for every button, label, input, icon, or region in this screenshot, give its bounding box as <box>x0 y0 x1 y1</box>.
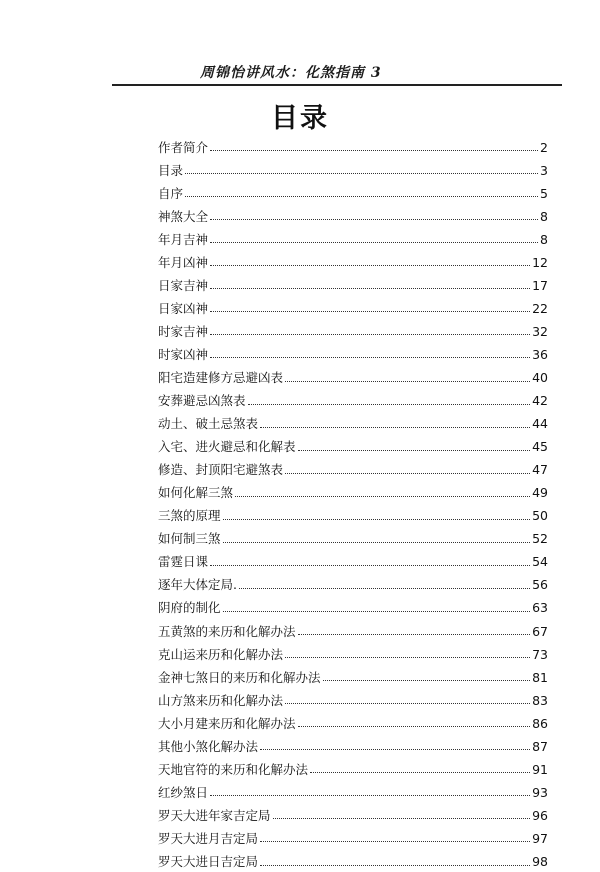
toc-leader-dots <box>260 427 530 428</box>
toc-entry-page-number: 87 <box>532 738 548 754</box>
toc-entry-page-number: 32 <box>532 323 548 339</box>
toc-entry-label: 阳宅造建修方忌避凶表 <box>158 370 284 386</box>
toc-entry[interactable] <box>158 799 548 822</box>
toc-entry-page-number: 56 <box>532 577 548 593</box>
toc-entry[interactable] <box>158 569 548 592</box>
toc-leader-dots <box>285 381 530 382</box>
toc-entry-label: 时家凶神 <box>158 346 209 362</box>
toc-entry-page-number: 73 <box>532 646 548 662</box>
toc-entry-page-number: 81 <box>532 669 548 685</box>
toc-entry-label: 作者简介 <box>158 139 209 155</box>
toc-entry-page-number: 22 <box>532 300 548 316</box>
toc-entry-page-number: 8 <box>540 208 548 224</box>
toc-entry-page-number: 96 <box>532 807 548 823</box>
toc-entry[interactable] <box>158 477 548 500</box>
toc-entry[interactable] <box>158 845 548 868</box>
toc-leader-dots <box>323 680 531 681</box>
toc-entry-page-number: 47 <box>532 462 548 478</box>
toc-entry-page-number: 67 <box>532 623 548 639</box>
toc-entry-label: 修造、封顶阳宅避煞表 <box>158 462 284 478</box>
toc-leader-dots <box>298 726 531 727</box>
toc-leader-dots <box>273 818 531 819</box>
toc-entry-page-number: 63 <box>532 600 548 616</box>
toc-leader-dots <box>223 611 531 612</box>
toc-entry-page-number: 45 <box>532 439 548 455</box>
toc-entry-page-number: 50 <box>532 508 548 524</box>
toc-leader-dots <box>210 242 538 243</box>
toc-leader-dots <box>298 450 531 451</box>
toc-entry-page-number: 42 <box>532 393 548 409</box>
toc-entry-page-number: 5 <box>540 185 548 201</box>
toc-entry-label: 逐年大体定局. <box>158 577 237 593</box>
running-header: 周锦怡讲风水：化煞指南 3 <box>200 65 382 81</box>
toc-leader-dots <box>210 150 538 151</box>
toc-leader-dots <box>285 703 530 704</box>
toc-entry-label: 大小月建来历和化解办法 <box>158 715 296 731</box>
toc-leader-dots <box>260 749 530 750</box>
toc-entry[interactable] <box>158 408 548 431</box>
toc-entry[interactable] <box>158 454 548 477</box>
toc-leader-dots <box>239 588 530 589</box>
toc-entry[interactable] <box>158 154 548 177</box>
toc-leader-dots <box>210 219 538 220</box>
toc-entry-label: 时家吉神 <box>158 323 209 339</box>
toc-entry[interactable] <box>158 361 548 384</box>
toc-entry-page-number: 97 <box>532 830 548 846</box>
toc-entry-label: 日家凶神 <box>158 300 209 316</box>
toc-title: 目录 <box>271 103 329 134</box>
toc-entry-page-number: 44 <box>532 416 548 432</box>
toc-entry-page-number: 2 <box>540 139 548 155</box>
toc-entry-page-number: 40 <box>532 370 548 386</box>
toc-leader-dots <box>185 173 538 174</box>
toc-entry[interactable] <box>158 177 548 200</box>
toc-entry-page-number: 36 <box>532 346 548 362</box>
toc-entry[interactable] <box>158 500 548 523</box>
toc-entry-label: 五黄煞的来历和化解办法 <box>158 623 296 639</box>
toc-entry-label: 罗天大进月吉定局 <box>158 830 259 846</box>
toc-entry-label: 年月凶神 <box>158 254 209 270</box>
toc-leader-dots <box>260 841 530 842</box>
toc-entry[interactable] <box>158 546 548 569</box>
toc-entry-label: 金神七煞日的来历和化解办法 <box>158 669 321 685</box>
toc-entry-page-number: 91 <box>532 761 548 777</box>
toc-entry-page-number: 93 <box>532 784 548 800</box>
toc-entry[interactable] <box>158 822 548 845</box>
toc-entry-label: 罗天大进年家吉定局 <box>158 807 271 823</box>
toc-entry-label: 如何化解三煞 <box>158 485 234 501</box>
toc-leader-dots <box>210 288 530 289</box>
toc-entry[interactable] <box>158 223 548 246</box>
toc-leader-dots <box>210 357 530 358</box>
toc-leader-dots <box>310 772 530 773</box>
toc-entry-label: 山方煞来历和化解办法 <box>158 692 284 708</box>
toc-leader-dots <box>210 565 530 566</box>
toc-entry[interactable] <box>158 730 548 753</box>
toc-leader-dots <box>260 865 530 866</box>
toc-entry-page-number: 83 <box>532 692 548 708</box>
toc-entry-label: 阴府的制化 <box>158 600 221 616</box>
toc-entry[interactable] <box>158 707 548 730</box>
toc-leader-dots <box>210 311 530 312</box>
toc-entry[interactable] <box>158 615 548 638</box>
toc-entry[interactable] <box>158 131 548 154</box>
toc-entry-label: 年月吉神 <box>158 231 209 247</box>
toc-entry[interactable] <box>158 338 548 361</box>
toc-entry[interactable] <box>158 592 548 615</box>
toc-entry-page-number: 3 <box>540 162 548 178</box>
toc-entry-label: 克山运来历和化解办法 <box>158 646 284 662</box>
toc-entry-page-number: 52 <box>532 531 548 547</box>
toc-entry-label: 动土、破土忌煞表 <box>158 416 259 432</box>
toc-list <box>158 131 548 869</box>
toc-entry[interactable] <box>158 246 548 269</box>
toc-entry-page-number: 12 <box>532 254 548 270</box>
toc-entry-label: 自序 <box>158 185 184 201</box>
toc-entry-page-number: 54 <box>532 554 548 570</box>
toc-leader-dots <box>210 334 530 335</box>
toc-leader-dots <box>223 519 531 520</box>
toc-entry-label: 罗天大进日吉定局 <box>158 854 259 869</box>
toc-entry[interactable] <box>158 269 548 292</box>
toc-entry-label: 红纱煞日 <box>158 784 209 800</box>
toc-entry-label: 如何制三煞 <box>158 531 221 547</box>
toc-leader-dots <box>298 634 531 635</box>
toc-entry[interactable] <box>158 292 548 315</box>
toc-entry-label: 安葬避忌凶煞表 <box>158 393 246 409</box>
toc-entry-page-number: 8 <box>540 231 548 247</box>
toc-entry-label: 三煞的原理 <box>158 508 221 524</box>
toc-entry[interactable] <box>158 385 548 408</box>
toc-entry-label: 入宅、进火避忌和化解表 <box>158 439 296 455</box>
toc-entry-page-number: 49 <box>532 485 548 501</box>
toc-leader-dots <box>235 496 530 497</box>
toc-entry[interactable] <box>158 661 548 684</box>
toc-entry-label: 雷霆日课 <box>158 554 209 570</box>
toc-leader-dots <box>210 795 530 796</box>
toc-leader-dots <box>248 404 531 405</box>
toc-entry[interactable] <box>158 315 548 338</box>
toc-entry-page-number: 17 <box>532 277 548 293</box>
toc-leader-dots <box>285 657 530 658</box>
toc-entry-label: 天地官符的来历和化解办法 <box>158 761 309 777</box>
toc-entry[interactable] <box>158 431 548 454</box>
toc-entry-label: 其他小煞化解办法 <box>158 738 259 754</box>
toc-entry[interactable] <box>158 753 548 776</box>
toc-entry[interactable] <box>158 684 548 707</box>
toc-leader-dots <box>223 542 531 543</box>
toc-entry-label: 神煞大全 <box>158 208 209 224</box>
toc-entry-page-number: 98 <box>532 854 548 869</box>
toc-entry-label: 日家吉神 <box>158 277 209 293</box>
header-rule <box>112 84 562 86</box>
toc-entry[interactable] <box>158 776 548 799</box>
toc-entry[interactable] <box>158 638 548 661</box>
toc-entry-page-number: 86 <box>532 715 548 731</box>
toc-leader-dots <box>285 473 530 474</box>
toc-entry-label: 目录 <box>158 162 184 178</box>
toc-entry[interactable] <box>158 523 548 546</box>
toc-entry[interactable] <box>158 200 548 223</box>
toc-leader-dots <box>185 196 538 197</box>
toc-leader-dots <box>210 265 530 266</box>
